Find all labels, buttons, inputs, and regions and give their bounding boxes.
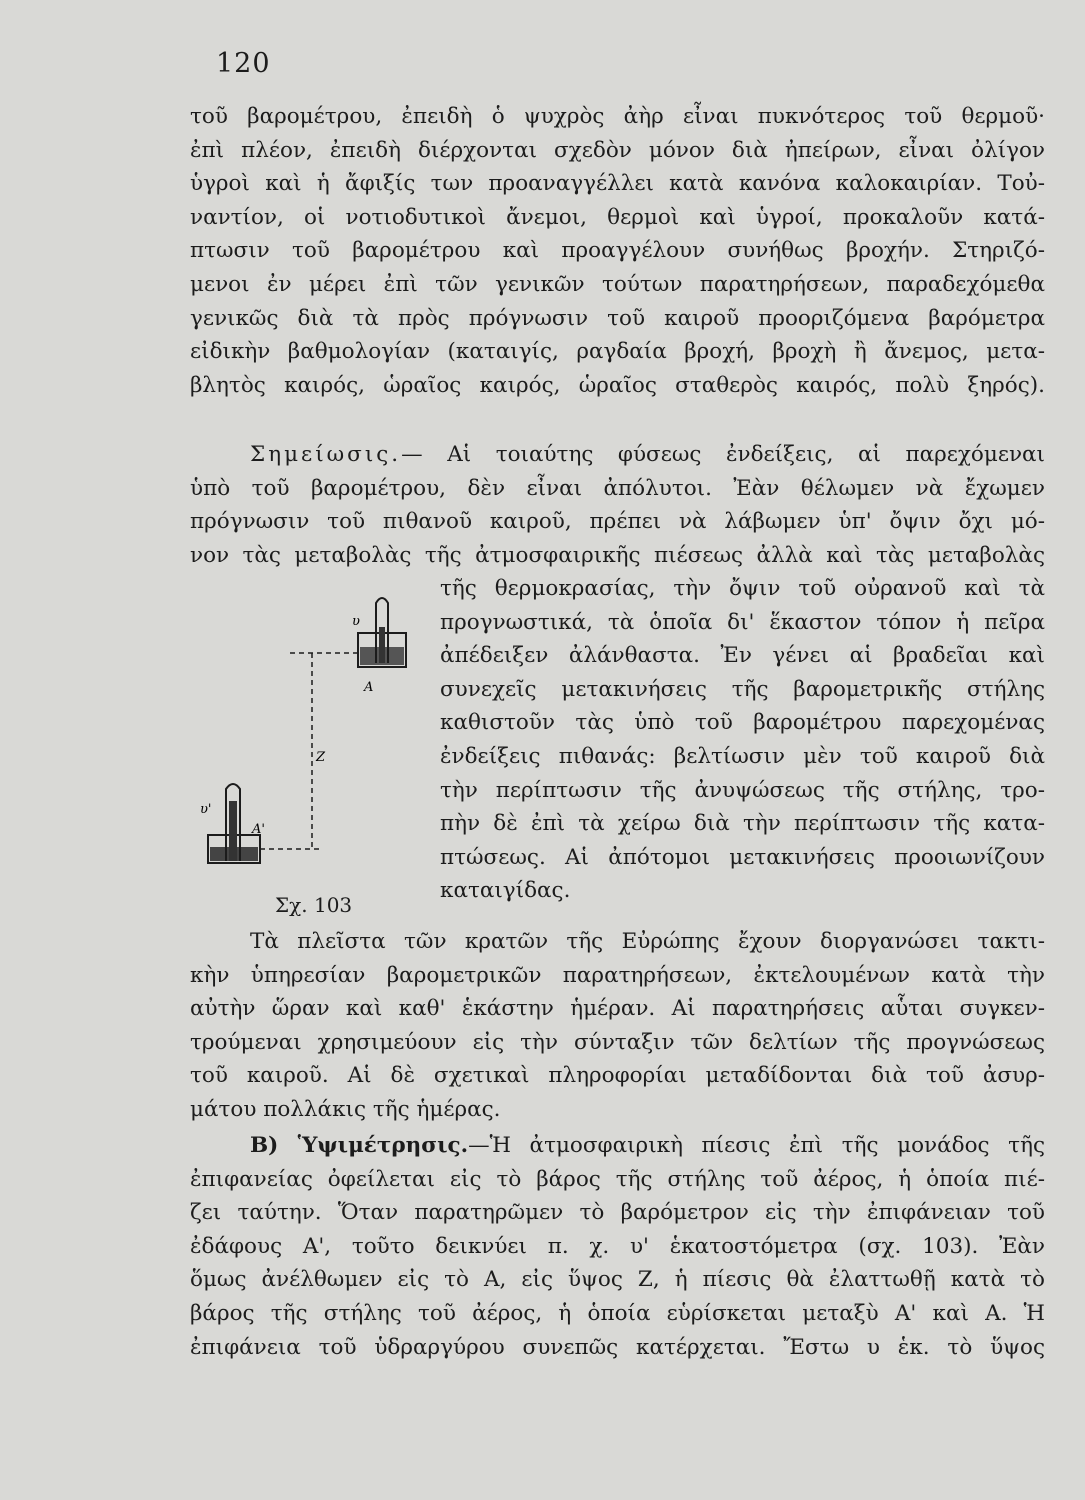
text-run: — Αἱ τοιαύτης φύσεως ἐνδείξεις, αἱ παρεχόμεναι — [401, 442, 1045, 467]
lower-tube-label: υ' — [200, 802, 212, 817]
height-label: Ζ — [316, 750, 326, 765]
text-line: ὅμως ἀνέλθωμεν εἰς τὸ Α, εἰς ὕψος Ζ, ἡ πίεσις θὰ ἐλαττωθῇ κατὰ τὸ — [190, 1267, 1045, 1293]
text-line: μάτου πολλάκις τῆς ἡμέρας. — [190, 1096, 501, 1122]
text-line: βάρος τῆς στήλης τοῦ ἀέρος, ἡ ὁποία εὑρίσκεται μεταξὺ Α' καὶ Α. Ἡ — [190, 1300, 1045, 1326]
text-run: —Ἡ ἀτμοσφαιρικὴ πίεσις ἐπὶ τῆς μονάδος τῆς — [468, 1133, 1045, 1158]
lower-barometer — [200, 784, 265, 863]
text-line: πὴν δὲ ἐπὶ τὰ χείρω διὰ τὴν περίπτωσιν τῆς κατα- — [440, 811, 1045, 837]
text-line: ἐπιφανείας ὀφείλεται εἰς τὸ βάρος τῆς στήλης τοῦ ἀέρος, ἡ ὁποία πιέ- — [190, 1166, 1045, 1192]
barometer-figure — [190, 585, 430, 865]
text-line: ναντίον, οἱ νοτιοδυτικοὶ ἄνεμοι, θερμοὶ καὶ ὑγροί, προκαλοῦν κατά- — [190, 204, 1045, 230]
paragraph-3 — [190, 925, 1045, 1127]
text-line: προγνωστικά, τὰ ὁποῖα δι' ἕκαστον τόπον ἡ πεῖρα — [440, 609, 1045, 635]
note-heading: Σημείωσις. — [250, 442, 402, 467]
height-guide — [260, 653, 358, 849]
text-line: ἐνδείξεις πιθανάς: βελτίωσιν μὲν τοῦ καιροῦ διὰ — [440, 743, 1045, 769]
text-line: μενοι ἐν μέρει ἐπὶ τῶν γενικῶν τούτων παρατηρήσεων, παραδεχόμεθα — [190, 271, 1045, 297]
paragraph-2 — [190, 438, 1045, 572]
upper-point-label: Α — [364, 680, 374, 695]
paragraph-2-continued — [440, 572, 1045, 908]
text-line: καθιστοῦν τὰς ὑπὸ τοῦ βαρομέτρου παρεχομένας — [440, 710, 1045, 736]
text-line: τὴν περίπτωσιν τῆς ἀνυψώσεως τῆς στήλης, τρο- — [440, 777, 1045, 803]
text-line — [190, 438, 1045, 472]
text-line: εἰδικὴν βαθμολογίαν (καταιγίς, ραγδαία βροχή, βροχὴ ἢ ἄνεμος, μετα- — [190, 339, 1045, 365]
text-line: πτωσιν τοῦ βαρομέτρου καὶ προαγγέλουν συνήθως βροχήν. Στηριζό- — [190, 238, 1045, 264]
paragraph-4 — [190, 1129, 1045, 1364]
text-line: τοῦ καιροῦ. Αἱ δὲ σχετικαὶ πληροφορίαι μεταδίδονται διὰ τοῦ ἀσυρ- — [190, 1063, 1045, 1089]
text-line: συνεχεῖς μετακινήσεις τῆς βαρομετρικῆς στήλης — [440, 676, 1045, 702]
text-line: τοῦ βαρομέτρου, ἐπειδὴ ὁ ψυχρὸς ἀὴρ εἶναι πυκνότερος τοῦ θερμοῦ· — [190, 104, 1045, 129]
text-line: τρούμεναι χρησιμεύουν εἰς τὴν σύνταξιν τῶν δελτίων τῆς προγνώσεως — [190, 1029, 1045, 1055]
text-line: ἐπιφάνεια τοῦ ὑδραργύρου συνεπῶς κατέρχεται. Ἔστω υ ἑκ. τὸ ὕψος — [190, 1334, 1045, 1360]
paragraph-1 — [190, 100, 1045, 402]
page-number: 120 — [216, 48, 271, 79]
section-heading: B) Ὑψιμέτρησις. — [250, 1133, 469, 1158]
text-line: τῆς θερμοκρασίας, τὴν ὄψιν τοῦ οὐρανοῦ καὶ τὰ — [440, 576, 1045, 601]
text-line: ὑπὸ τοῦ βαρομέτρου, δὲν εἶναι ἀπόλυτοι. Ἐὰν θέλωμεν νὰ ἔχωμεν — [190, 475, 1045, 501]
text-line: πτώσεως. Αἱ ἀπότομοι μετακινήσεις προοιωνίζουν — [440, 844, 1045, 870]
text-line: ἀπέδειξεν ἀλάνθαστα. Ἐν γένει αἱ βραδεῖαι καὶ — [440, 643, 1045, 669]
figure-caption: Σχ. 103 — [275, 893, 353, 917]
text-line: ζει ταύτην. Ὅταν παρατηρῶμεν τὸ βαρόμετρον εἰς τὴν ἐπιφάνειαν τοῦ — [190, 1200, 1045, 1226]
text-line: κὴν ὑπηρεσίαν βαρομετρικῶν παρατηρήσεων, ἐκτελουμένων κατὰ τὴν — [190, 962, 1045, 988]
text-line: γενικῶς διὰ τὰ πρὸς πρόγνωσιν τοῦ καιροῦ προοριζόμενα βαρόμετρα — [190, 305, 1045, 331]
text-line: ὑγροὶ καὶ ἡ ἄφιξίς των προαναγγέλλει κατὰ κανόνα καλοκαιρίαν. Τοὐ- — [190, 171, 1045, 197]
text-line: ἐδάφους Α', τοῦτο δεικνύει π. χ. υ' ἑκατοστόμετρα (σχ. 103). Ἐὰν — [190, 1233, 1045, 1259]
lower-point-label: Α' — [252, 822, 265, 837]
upper-tube-label: υ — [352, 614, 360, 629]
text-line: καταιγίδας. — [440, 878, 571, 904]
upper-barometer — [352, 598, 406, 695]
text-line: ἐπὶ πλέον, ἐπειδὴ διέρχονται σχεδὸν μόνον διὰ ἠπείρων, εἶναι ὀλίγον — [190, 137, 1045, 163]
text-line — [190, 1129, 1045, 1163]
text-line: Τὰ πλεῖστα τῶν κρατῶν τῆς Εὐρώπης ἔχουν διοργανώσει τακτι- — [250, 929, 1045, 954]
text-line: νον τὰς μεταβολὰς τῆς ἀτμοσφαιρικῆς πιέσεως ἀλλὰ καὶ τὰς μεταβολὰς — [190, 542, 1045, 568]
text-line: βλητὸς καιρός, ὡραῖος καιρός, ὡραῖος σταθερὸς καιρός, πολὺ ξηρός). — [190, 372, 1045, 398]
text-line: πρόγνωσιν τοῦ πιθανοῦ καιροῦ, πρέπει νὰ λάβωμεν ὑπ' ὄψιν ὄχι μό- — [190, 509, 1045, 535]
text-line: αὐτὴν ὥραν καὶ καθ' ἑκάστην ἡμέραν. Αἱ παρατηρήσεις αὗται συγκεν- — [190, 996, 1045, 1022]
